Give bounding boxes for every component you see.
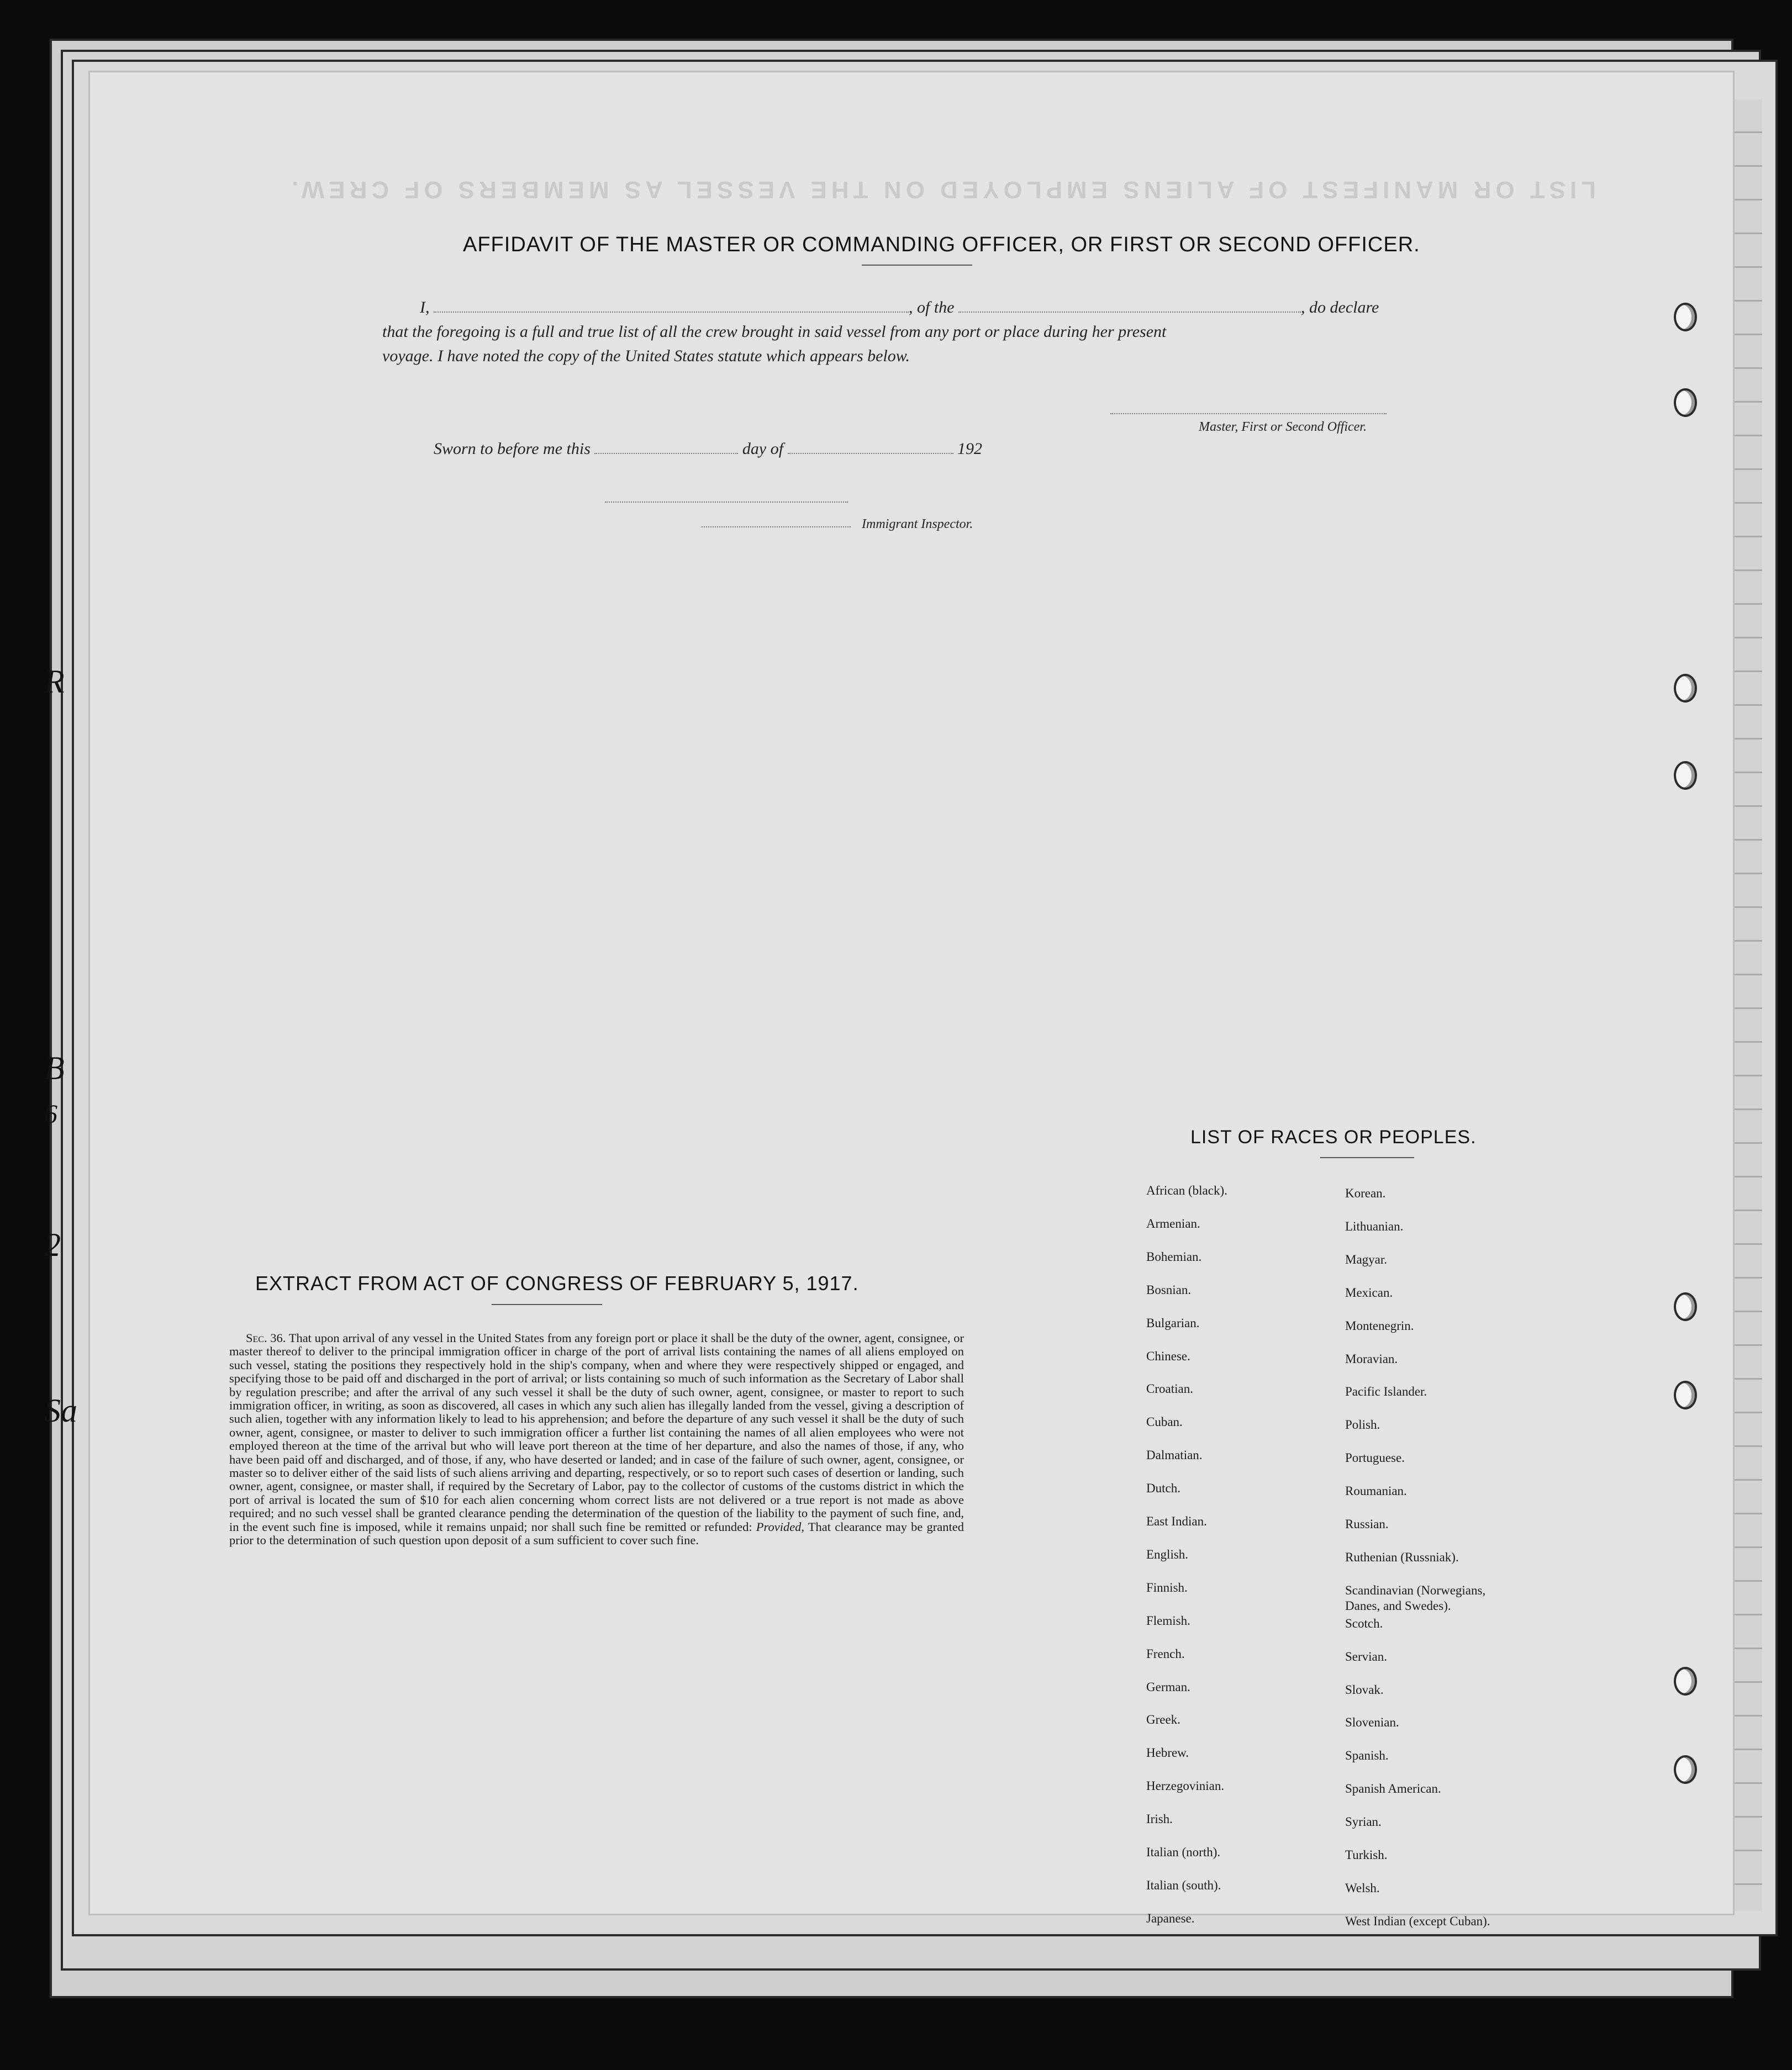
races-title-rule [1320,1157,1414,1158]
race-item: Greek. [1146,1713,1180,1726]
race-item: Servian. [1345,1650,1388,1664]
race-item: Dalmatian. [1146,1448,1203,1462]
race-item: Syrian. [1345,1815,1382,1829]
race-item: Finnish. [1146,1581,1188,1594]
race-item: German. [1146,1680,1190,1694]
race-item: Mexican. [1345,1286,1393,1300]
year-label: 192 [957,440,983,458]
inspector-label: Immigrant Inspector. [862,517,973,531]
punch-hole [1674,388,1697,417]
race-item: Armenian. [1146,1217,1200,1231]
race-item: Chinese. [1146,1349,1190,1363]
race-item: Bulgarian. [1146,1316,1200,1330]
race-item: Herzegovinian. [1146,1779,1225,1793]
day-blank[interactable] [594,453,738,454]
race-item: Dutch. [1146,1481,1180,1495]
race-item: West Indian (except Cuban). [1345,1914,1490,1928]
day-of-label: day of [742,440,784,458]
race-item: Japanese. [1146,1911,1195,1925]
race-item: Bosnian. [1146,1283,1192,1297]
race-item: Slovenian. [1345,1715,1399,1729]
race-item: Moravian. [1345,1352,1398,1366]
race-item: Welsh. [1345,1881,1380,1895]
affidavit-line-3: voyage. I have noted the copy of the United States statute which appears below. [382,347,910,365]
race-item: Magyar. [1345,1253,1388,1266]
margin-mark: R [44,663,65,700]
affidavit-line-1 [420,298,1379,317]
race-item: Italian (south). [1146,1878,1221,1892]
punch-hole [1674,1381,1697,1409]
act-title: EXTRACT FROM ACT OF CONGRESS OF FEBRUARY 5, 1917. [255,1272,859,1295]
name-blank[interactable] [434,311,909,313]
race-item: Cuban. [1146,1415,1183,1429]
race-item: Montenegrin. [1345,1319,1414,1333]
punch-hole [1674,303,1697,331]
affidavit-line-2: that the foregoing is a full and true list of all the crew brought in said vessel from any port or place during her present [382,323,1167,341]
margin-mark: 2 [44,1227,61,1263]
races-title: LIST OF RACES OR PEOPLES. [1190,1127,1477,1148]
race-item: East Indian. [1146,1514,1207,1528]
race-item: French. [1146,1647,1185,1661]
race-item: Polish. [1345,1418,1380,1432]
race-item: Pacific Islander. [1345,1385,1427,1398]
inspector-blank-1[interactable] [605,501,848,503]
race-item: Irish. [1146,1812,1173,1826]
act-body-end: That clearance may be granted prior to the determination of such question upon deposit of a sum sufficient to cover such fine. [229,1519,964,1548]
punch-hole [1674,1292,1697,1321]
month-blank[interactable] [788,453,953,454]
race-item: Spanish. [1345,1749,1389,1762]
punch-hole [1674,1755,1697,1784]
margin-mark: Sa [44,1392,77,1429]
vessel-blank[interactable] [958,311,1301,313]
signature-blank[interactable] [1110,413,1387,414]
affidavit-i: I, [420,298,430,316]
act-text [229,1332,964,1548]
race-item: Spanish American. [1345,1782,1441,1796]
race-item: Flemish. [1146,1614,1190,1628]
race-item: Hebrew. [1146,1746,1189,1760]
race-item: Turkish. [1345,1848,1388,1862]
act-section: Sec. 36. [246,1331,286,1345]
race-item: Portuguese. [1345,1451,1405,1465]
punch-hole [1674,761,1697,790]
race-item: Scotch. [1345,1617,1383,1630]
race-item: Italian (north). [1146,1845,1221,1859]
margin-mark: 6 [44,1100,57,1129]
race-item: Korean. [1345,1186,1386,1200]
race-item: Lithuanian. [1345,1219,1404,1233]
race-item: Russian. [1345,1517,1389,1531]
bleed-through-text: LIST OR MANIFEST OF ALIENS EMPLOYED ON THE VESSEL AS MEMBERS OF CREW. [287,176,1596,203]
race-item: Slovak. [1345,1683,1384,1697]
title-rule [862,265,972,266]
punch-hole [1674,1667,1697,1696]
race-item: Danes, and Swedes). [1345,1599,1451,1613]
race-item: Ruthenian (Russniak). [1345,1550,1459,1564]
race-item: English. [1146,1548,1189,1561]
affidavit-of-the: , of the [909,298,955,316]
race-item: African (black). [1146,1184,1227,1197]
race-item: Roumanian. [1345,1484,1407,1498]
sworn-line [434,440,982,458]
form-page [88,71,1735,1928]
race-item: Scandinavian (Norwegians, [1345,1583,1486,1597]
affidavit-title: AFFIDAVIT OF THE MASTER OR COMMANDING OFFICER, OR FIRST OR SECOND OFFICER. [463,233,1420,256]
master-label: Master, First or Second Officer. [1199,420,1367,434]
margin-mark: B [44,1050,65,1086]
race-item: Croatian. [1146,1382,1193,1396]
punch-hole [1674,674,1697,703]
sworn-label: Sworn to before me this [434,440,591,458]
act-body: That upon arrival of any vessel in the United States from any foreign port or place it shall be the duty of the owner, agent, consignee, or master thereof to deliver to the principal immigration officer in charge of the port of arrival lists containing the names of all aliens employed on such vessel, stating the positions they respectively hold in the ship's company, when and where they were respectively shipped or engaged, and specifying those to be paid off and discharged in the port of arrival; or lists containing so much of such information as the Secretary of Labor shall by regulation prescribe; and after the arrival of any such vessel it shall be the duty of such owner, agent, consignee, or master to report to such immigration officer, in writing, as soon as discovered, all cases in which any such alien has illegally landed from the vessel, giving a description of such alien, together with any information likely to lead to his apprehension; and before the departure of any such vessel it shall be the duty of such owner, agent, consignee, or master to deliver to such immigration officer a further list containing the names of all alien employees who were not employed thereon at the time of the arrival but who will leave port thereon at the time of her departure, and also the names of those, if any, who have been paid off and discharged, and of those, if any, who have deserted or landed; and in case of the failure of such owner, agent, consignee, or master so to deliver either of the said lists of such aliens arriving and departing, respectively, or so to report such cases of desertion or landing, such owner, agent, consignee, or master shall, if required by the Secretary of Labor, pay to the collector of customs of the customs district in which the port of arrival is located the sum of $10 for each alien concerning whom correct lists are not delivered or a true report is not made as above required; and no such vessel shall be granted clearance pending the determination of the question of the liability to the payment of such fine, and, in the event such fine is imposed, while it remains unpaid; nor shall such fine be remitted or refunded: [229,1331,964,1534]
race-item: Bohemian. [1146,1250,1202,1264]
act-title-rule [492,1304,602,1305]
inspector-blank-2[interactable] [702,526,851,527]
act-provided: Provided, [756,1519,805,1534]
affidavit-declare: , do declare [1301,298,1379,316]
